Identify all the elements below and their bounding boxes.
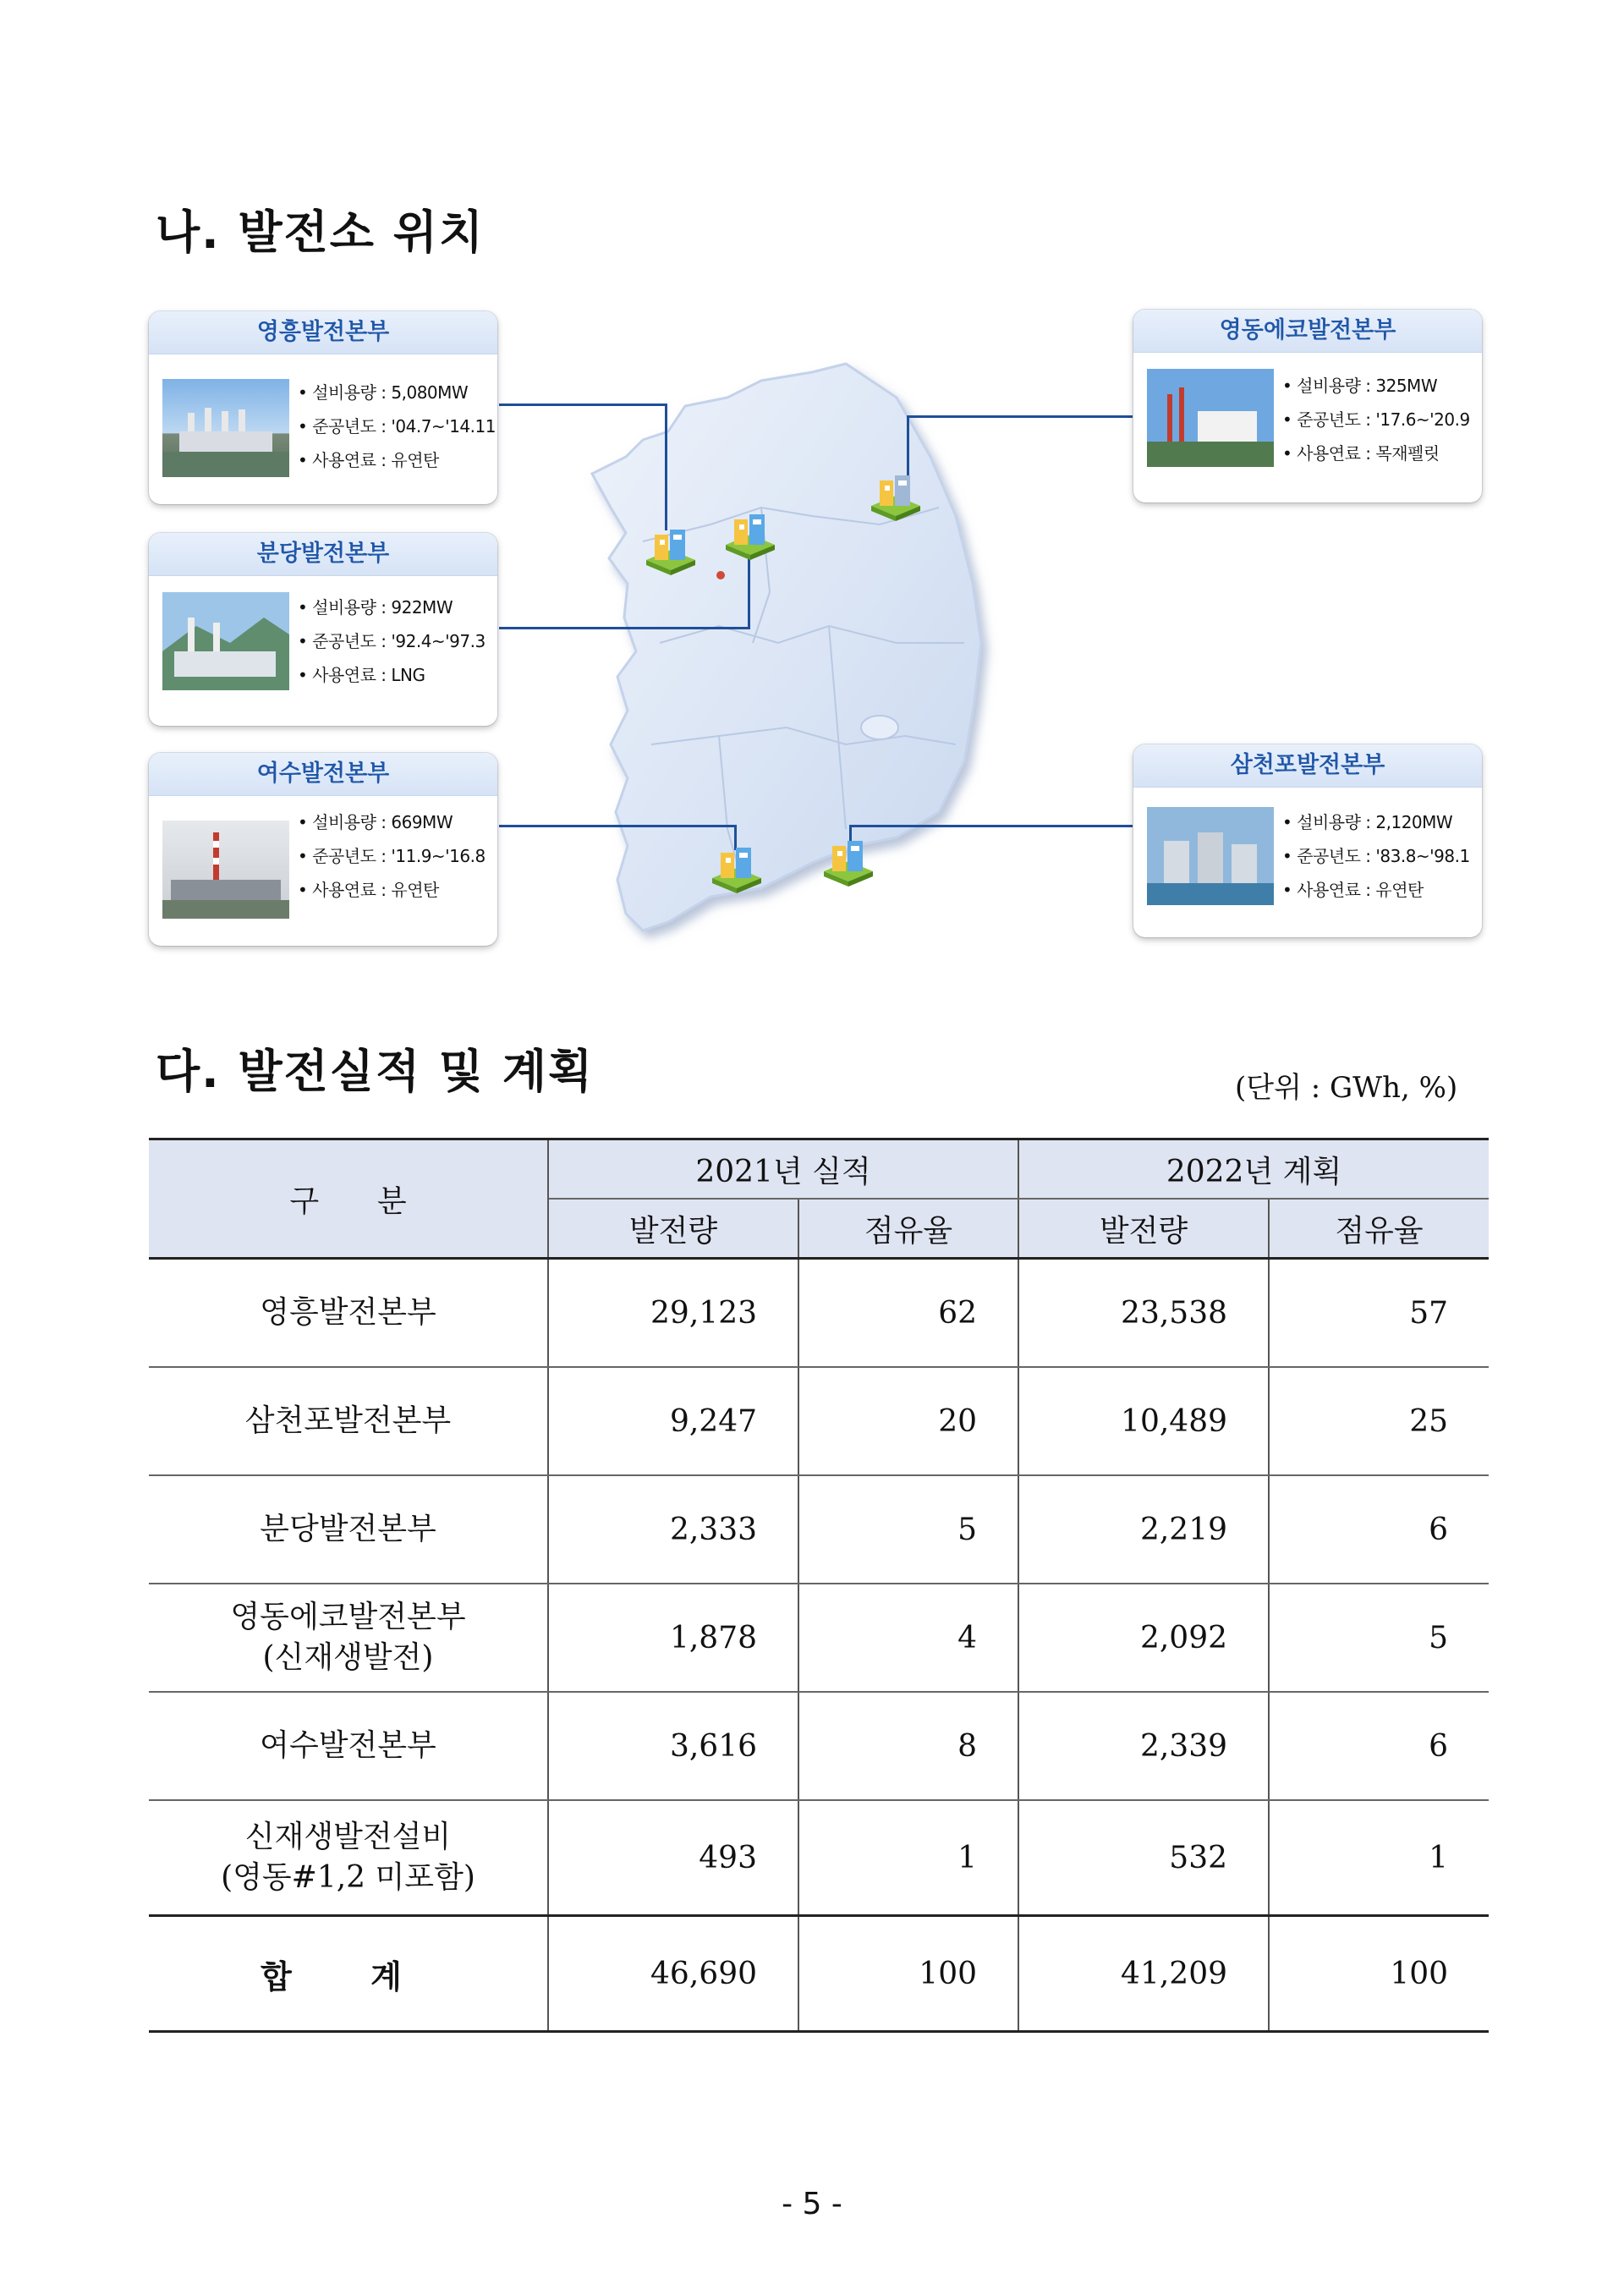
table-row — [149, 1584, 1489, 1692]
connector-yeongheung-h — [499, 404, 667, 406]
cell-gen-2022: 2,092 — [1018, 1584, 1269, 1692]
cell-gen-2021: 2,333 — [548, 1475, 798, 1584]
table-total-row — [149, 1916, 1489, 2032]
plant-specs — [298, 590, 492, 692]
plant-icon-samcheonpo — [819, 836, 878, 888]
table-row — [149, 1259, 1489, 1368]
spec-completion: • 준공년도 : '11.9~'16.8 — [298, 846, 486, 866]
spec-capacity: • 설비용량 : 5,080MW — [298, 382, 469, 403]
spec-capacity: • 설비용량 : 325MW — [1282, 376, 1438, 396]
connector-yeosu-h — [499, 825, 736, 827]
power-plant-illustration — [1147, 807, 1274, 905]
header-generation-2022: 발전량 — [1018, 1199, 1269, 1259]
spec-fuel: • 사용연료 : 유연탄 — [298, 450, 439, 470]
plant-icon-yeongdong — [866, 470, 925, 523]
plant-card-yeosu — [149, 753, 497, 946]
page-number: - 5 - — [782, 2187, 842, 2221]
connector-yeongheung-v — [665, 404, 667, 530]
header-share-2022: 점유율 — [1269, 1199, 1489, 1259]
spec-fuel: • 사용연료 : 유연탄 — [1282, 880, 1424, 900]
plant-photo-yeosu — [162, 821, 289, 919]
header-2022: 2022년 계획 — [1018, 1139, 1489, 1200]
plant-icon-bundang — [721, 509, 780, 562]
jeju-island — [861, 716, 898, 739]
plant-card-yeongheung — [149, 311, 497, 504]
cell-share-2022: 57 — [1269, 1259, 1489, 1368]
spec-completion: • 준공년도 : '92.4~'97.3 — [298, 631, 486, 651]
plant-card-title: 분당발전본부 — [149, 533, 497, 576]
total-label: 합 계 — [149, 1916, 548, 2032]
header-share-2021: 점유율 — [798, 1199, 1018, 1259]
spec-fuel: • 사용연료 : 유연탄 — [298, 880, 439, 900]
cell-gen-2022: 2,219 — [1018, 1475, 1269, 1584]
header-generation-2021: 발전량 — [548, 1199, 798, 1259]
plant-location-map — [0, 0, 1624, 964]
total-gen-2022: 41,209 — [1018, 1916, 1269, 2032]
header-category: 구 분 — [149, 1139, 548, 1259]
section-title-location: 나. 발전소 위치 — [156, 206, 486, 259]
connector-bundang-h — [499, 627, 749, 629]
row-name: 영동에코발전본부 (신재생발전) — [149, 1584, 548, 1692]
row-name: 여수발전본부 — [149, 1692, 548, 1800]
table-row — [149, 1475, 1489, 1584]
table-row — [149, 1692, 1489, 1800]
plant-icon-yeosu — [707, 843, 766, 895]
plant-card-title: 삼천포발전본부 — [1133, 744, 1482, 788]
row-name: 영흥발전본부 — [149, 1259, 548, 1368]
plant-card-yeongdong-eco — [1133, 310, 1482, 502]
row-name: 삼천포발전본부 — [149, 1367, 548, 1475]
cell-gen-2021: 9,247 — [548, 1367, 798, 1475]
generation-table — [149, 1138, 1489, 2033]
cell-share-2022: 5 — [1269, 1584, 1489, 1692]
cell-gen-2022: 10,489 — [1018, 1367, 1269, 1475]
plant-icon-yeongheung — [641, 524, 700, 577]
spec-fuel: • 사용연료 : LNG — [298, 665, 425, 685]
total-share-2021: 100 — [798, 1916, 1018, 2032]
power-plant-illustration — [162, 379, 289, 477]
power-plant-illustration — [1147, 369, 1274, 467]
spec-capacity: • 설비용량 : 669MW — [298, 812, 453, 832]
plant-specs — [1282, 805, 1477, 907]
cell-share-2021: 4 — [798, 1584, 1018, 1692]
power-plant-illustration — [162, 821, 289, 919]
spec-capacity: • 설비용량 : 2,120MW — [1282, 812, 1453, 832]
connector-bundang-v — [748, 550, 750, 629]
cell-share-2021: 62 — [798, 1259, 1018, 1368]
cell-share-2022: 6 — [1269, 1475, 1489, 1584]
spec-completion: • 준공년도 : '17.6~'20.9 — [1282, 409, 1470, 430]
cell-share-2021: 5 — [798, 1475, 1018, 1584]
power-plant-illustration — [162, 592, 289, 690]
cell-gen-2021: 493 — [548, 1800, 798, 1916]
cell-share-2022: 1 — [1269, 1800, 1489, 1916]
spec-capacity: • 설비용량 : 922MW — [298, 597, 453, 618]
row-name: 분당발전본부 — [149, 1475, 548, 1584]
plant-card-title: 영흥발전본부 — [149, 311, 497, 354]
plant-photo-yeongdong — [1147, 369, 1274, 467]
row-name: 신재생발전설비 (영동#1,2 미포함) — [149, 1800, 548, 1916]
plant-photo-bundang — [162, 592, 289, 690]
spec-completion: • 준공년도 : '83.8~'98.1 — [1282, 846, 1470, 866]
cell-share-2021: 20 — [798, 1367, 1018, 1475]
connector-samcheonpo-h — [849, 825, 1133, 827]
korea-outline — [592, 364, 981, 931]
table-row — [149, 1367, 1489, 1475]
table-header-row — [149, 1139, 1489, 1200]
connector-yeongdong-h — [907, 415, 1133, 418]
plant-card-title: 여수발전본부 — [149, 753, 497, 796]
cell-gen-2021: 29,123 — [548, 1259, 798, 1368]
spec-completion: • 준공년도 : '04.7~'14.11 — [298, 416, 496, 436]
plant-photo-yeongheung — [162, 379, 289, 477]
plant-card-title: 영동에코발전본부 — [1133, 310, 1482, 353]
plant-specs — [1282, 369, 1477, 470]
cell-gen-2022: 2,339 — [1018, 1692, 1269, 1800]
cell-share-2022: 6 — [1269, 1692, 1489, 1800]
cell-gen-2022: 532 — [1018, 1800, 1269, 1916]
cell-share-2021: 8 — [798, 1692, 1018, 1800]
table-row — [149, 1800, 1489, 1916]
plant-photo-samcheonpo — [1147, 807, 1274, 905]
plant-specs — [298, 805, 492, 907]
cell-gen-2022: 23,538 — [1018, 1259, 1269, 1368]
unit-note: (단위 : GWh, %) — [1235, 1071, 1458, 1105]
header-2021: 2021년 실적 — [548, 1139, 1018, 1200]
cell-gen-2021: 3,616 — [548, 1692, 798, 1800]
cell-share-2021: 1 — [798, 1800, 1018, 1916]
total-share-2022: 100 — [1269, 1916, 1489, 2032]
cell-gen-2021: 1,878 — [548, 1584, 798, 1692]
plant-specs — [298, 376, 496, 477]
plant-card-bundang — [149, 533, 497, 726]
plant-card-samcheonpo — [1133, 744, 1482, 937]
section-title-performance: 다. 발전실적 및 계획 — [156, 1045, 595, 1098]
total-gen-2021: 46,690 — [548, 1916, 798, 2032]
spec-fuel: • 사용연료 : 목재펠릿 — [1282, 443, 1440, 464]
seoul-marker — [716, 571, 725, 579]
cell-share-2022: 25 — [1269, 1367, 1489, 1475]
